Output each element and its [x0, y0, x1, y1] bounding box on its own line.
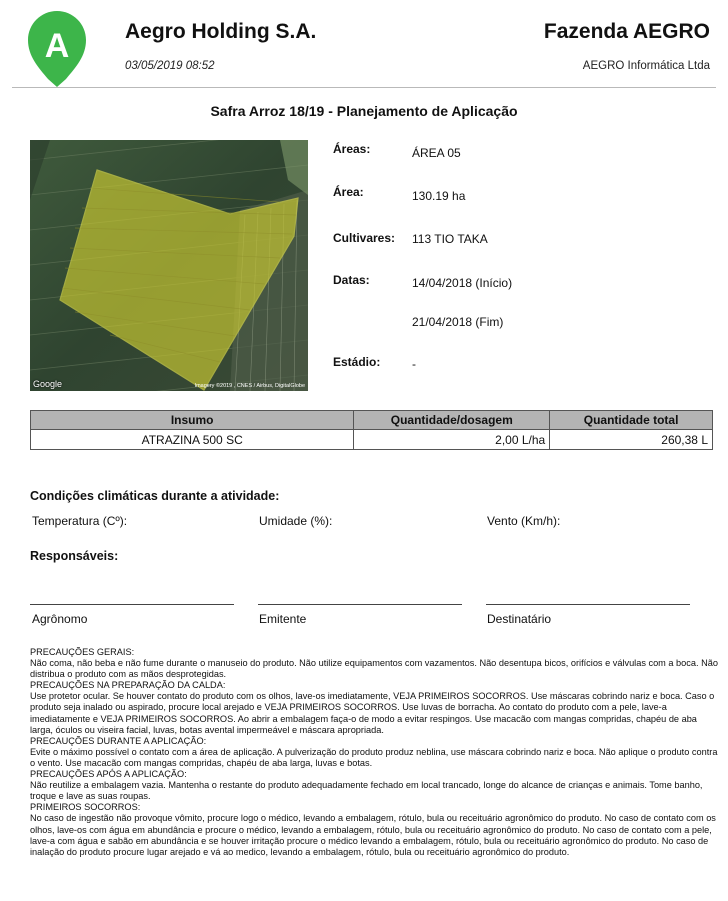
- aegro-logo: [26, 9, 88, 87]
- areas-label: Áreas:: [333, 142, 371, 156]
- conditions-title: Condições climáticas durante a atividade:: [30, 489, 280, 503]
- precaution-heading-durante: PRECAUÇÕES DURANTE A APLICAÇÃO:: [30, 735, 207, 746]
- precaution-heading-gerais: PRECAUÇÕES GERAIS:: [30, 647, 135, 657]
- table-row: [31, 430, 713, 450]
- wind-label: Vento (Km/h):: [487, 514, 561, 528]
- start-date: 14/04/2018 (Início): [412, 276, 513, 290]
- precaution-text-gerais: Não coma, não beba e não fume durante o manuseio do produto. Não utilize equipamentos com vazamentos. Não desentupa bicos, orifícios e válvulas com a boca. Não distribua o produto com as mãos desprotegidas.: [30, 658, 718, 680]
- col-header-total: Quantidade total: [550, 411, 713, 430]
- estadio-label: Estádio:: [333, 355, 381, 369]
- precautions-block: [30, 647, 720, 858]
- signature-line-destinatario: [486, 604, 690, 605]
- precaution-text-durante: Evite o máximo possível o contato com a área de aplicação. A pulverização do produto produz neblina, use máscara cobrindo nariz e boca. Não aplique o produto contra o vento. Use macacão com mangas compridas, chapéu de aba larga, luvas e botas.: [30, 746, 718, 768]
- col-header-insumo: Insumo: [31, 411, 354, 430]
- signature-destinatario: Destinatário: [487, 612, 552, 626]
- area-value: 130.19 ha: [412, 189, 466, 203]
- document-title: Safra Arroz 18/19 - Planejamento de Aplicação: [210, 103, 518, 119]
- report-datetime: 03/05/2019 08:52: [125, 60, 215, 72]
- humidity-label: Umidade (%):: [259, 514, 333, 528]
- google-watermark: Google: [33, 379, 63, 389]
- estadio-value: -: [412, 357, 416, 371]
- temperature-label: Temperatura (Cº):: [32, 514, 128, 528]
- precaution-text-socorros: No caso de ingestão não provoque vômito, procure logo o médico, levando a embalagem, rótulo, bula ou receituário agronômico do produto. No caso de contato com os olhos, lave-os com água em abundância e procure o médico, levando a embalagem, rótulo, bula ou receituário agronômico do produto. No caso de contato com a pele, lave-a com água e sabão em abundância e se houver irritação procure o médico levando a embalagem, rótulo, bula ou receituário agronômico do produto. No caso de inalação do produto procure lugar arejado e vá ao medico, levando a embalagem, rótulo, bula ou receituário agronômico do produto.: [30, 813, 716, 857]
- cell-dosagem: 2,00 L/ha: [354, 430, 550, 450]
- inputs-table: [30, 410, 713, 450]
- svg-text:A: A: [44, 27, 70, 65]
- signature-emitente: Emitente: [259, 612, 307, 626]
- company-name: Aegro Holding S.A.: [125, 20, 317, 43]
- precaution-text-calda: Use protetor ocular. Se houver contato do produto com os olhos, lave-os imediatamente, VEJA PRIMEIROS SOCORROS. Use máscaras cobrindo nariz e boca. Caso o produto seja inalado ou aspirado, procure local arejado e VEJA PRIMEIROS SOCORROS. Use luvas de borracha. Ao contato do produto com a pele, lave-a imediatamente e VEJA PRIMEIROS SOCORROS. Ao abrir a embalagem faça-o de modo a evitar respingos. Use macacão com mangas compridas, chapéu de aba larga, óculos ou viseira facial, luvas, botas avental impermeável e máscara apropriada.: [30, 691, 715, 735]
- precaution-text-apos: Não reutilize a embalagem vazia. Mantenha o restante do produto adequadamente fechado em local trancado, longe do alcance de crianças e animais. Tome banho, troque e lave as suas roupas.: [30, 780, 703, 802]
- table-header-row: [31, 411, 713, 430]
- cultivares-value: 113 TIO TAKA: [412, 232, 488, 246]
- area-label: Área:: [333, 185, 364, 199]
- areas-value: ÁREA 05: [412, 146, 461, 160]
- precaution-heading-apos: PRECAUÇÕES APÓS A APLICAÇÃO:: [30, 769, 187, 780]
- signature-line-agronomo: [30, 604, 234, 605]
- farm-name: Fazenda AEGRO: [543, 20, 710, 43]
- vendor-name: AEGRO Informática Ltda: [582, 60, 710, 72]
- cell-total: 260,38 L: [550, 430, 713, 450]
- header-divider: [12, 87, 716, 88]
- signature-line-emitente: [258, 604, 462, 605]
- precaution-heading-socorros: PRIMEIROS SOCORROS:: [30, 802, 141, 813]
- col-header-dosagem: Quantidade/dosagem: [354, 411, 550, 430]
- precaution-heading-calda: PRECAUÇÕES NA PREPARAÇÃO DA CALDA:: [30, 680, 226, 691]
- responsaveis-title: Responsáveis:: [30, 549, 119, 563]
- field-satellite-map: [30, 140, 308, 391]
- imagery-credit: Imagery ©2019 , CNES / Airbus, DigitalGlobe: [194, 383, 305, 389]
- cultivares-label: Cultivares:: [333, 231, 396, 245]
- datas-label: Datas:: [333, 273, 370, 287]
- end-date: 21/04/2018 (Fim): [412, 315, 504, 329]
- cell-insumo: ATRAZINA 500 SC: [31, 430, 354, 450]
- signature-agronomo: Agrônomo: [32, 612, 88, 626]
